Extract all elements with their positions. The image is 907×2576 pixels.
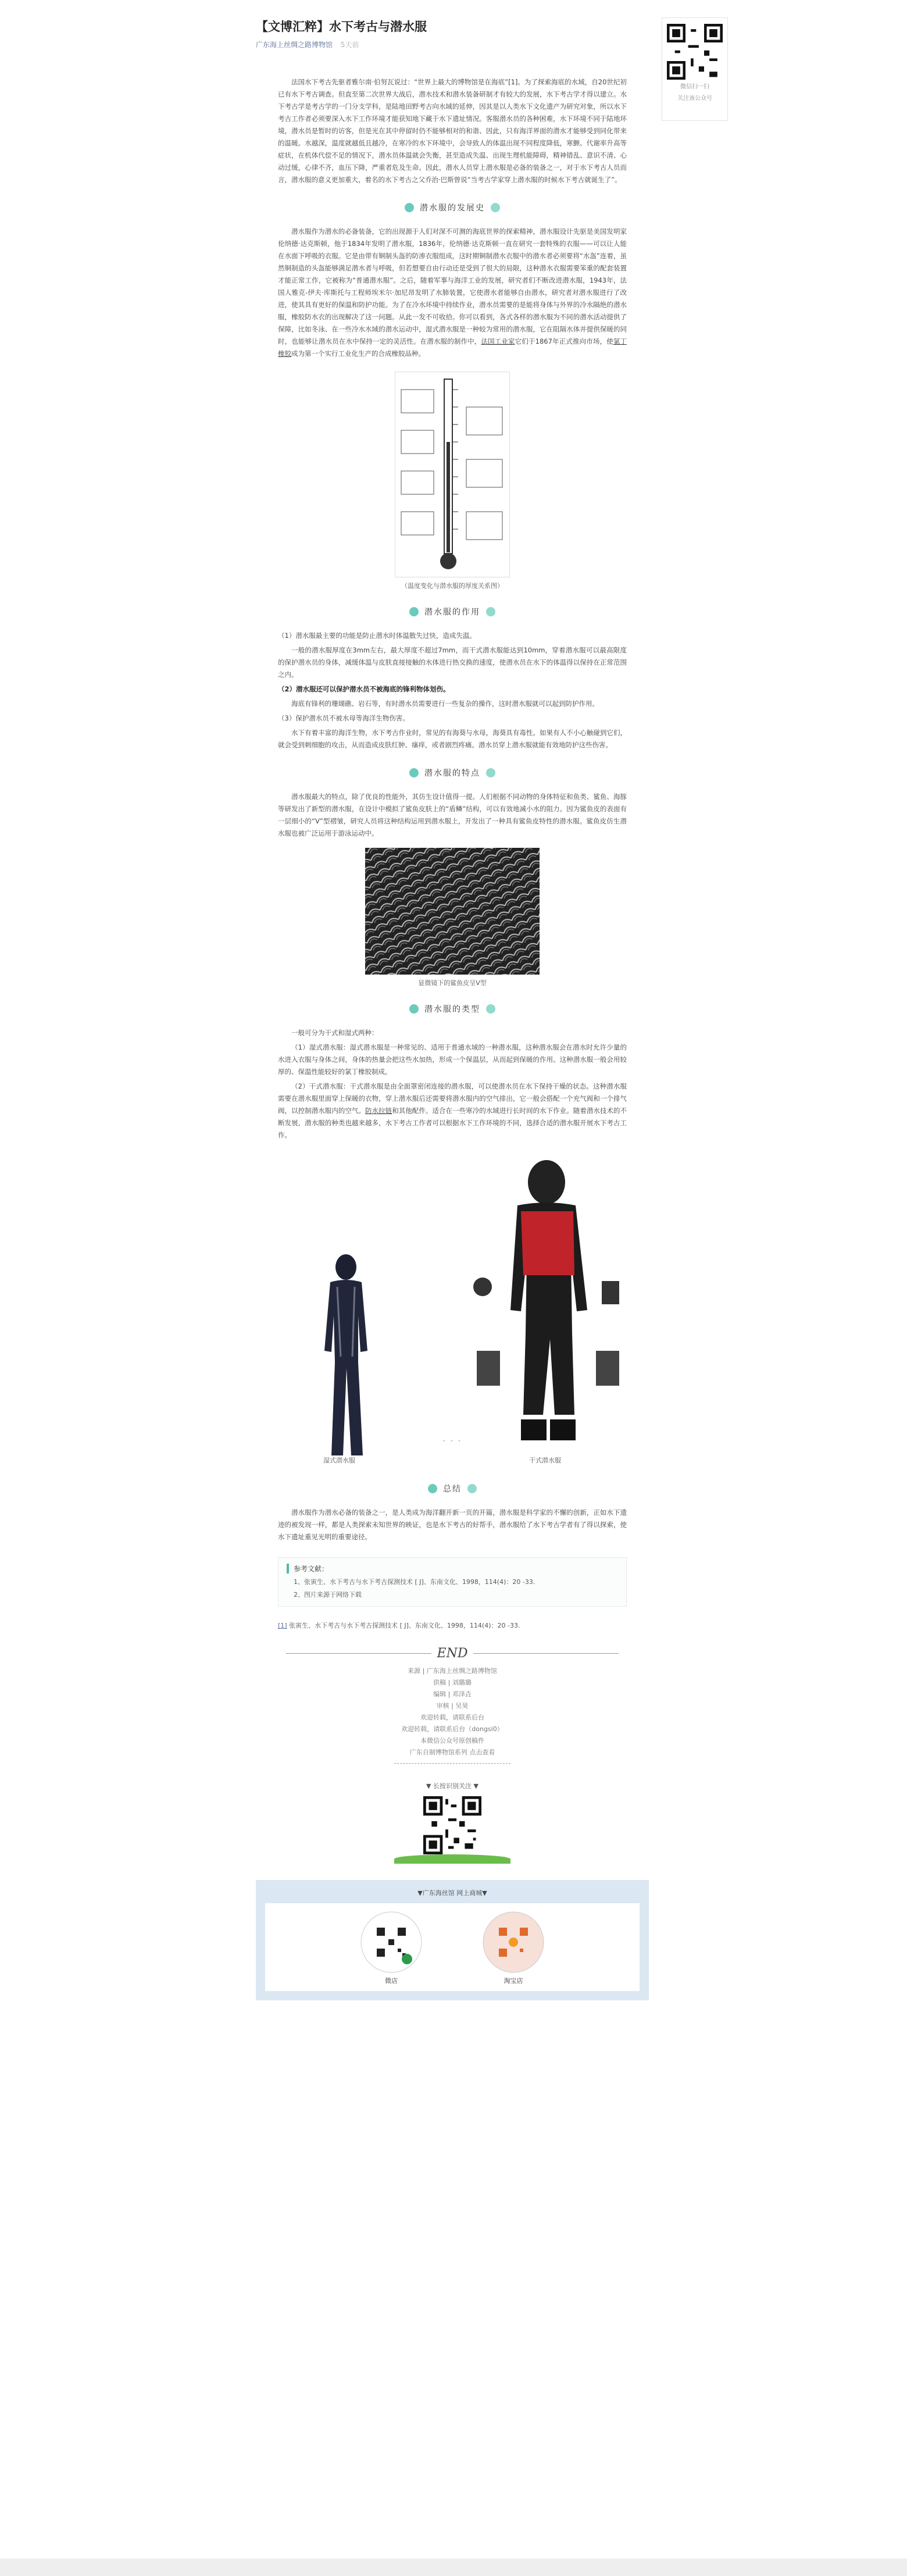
history-link-2: 氯丁橡胶	[278, 337, 627, 358]
carousel-indicator[interactable]: • • •	[442, 1438, 463, 1444]
shop-list	[265, 1903, 640, 1991]
history-link: 法国工业家	[481, 337, 515, 345]
function-item: （2）潜水服还可以保护潜水员不被海底的锋利物体划伤。	[278, 685, 450, 693]
history-paragraph	[278, 226, 627, 360]
function-item: 水下有着丰富的海洋生物，水下考古作业时，常见的有海葵与水母，海葵具有毒性。如果有人不小心触碰到它们，就会受到刺细胞的攻击，从而造成皮肤红肿、瘙痒，或者剧烈疼痛。潜水员穿上潜水服就能有效地防护这些伤害。	[278, 729, 627, 749]
section-heading-function	[256, 603, 649, 620]
bubble-icon	[409, 768, 419, 777]
qr-note: ▼ 长按识别关注 ▼	[426, 1782, 479, 1790]
publish-time: 5天前	[340, 41, 359, 49]
end-divider	[256, 1646, 649, 1661]
function-item: 海底有锋利的珊瑚礁、岩石等，有时潜水员需要进行一些复杂的操作，这时潜水服就可以起到防护作用。	[291, 700, 599, 708]
reference-item: 1、张寅生、水下考古与水下考古探测技术 [ J]、东南文化、1998，114(4)：20 -33.	[294, 1578, 535, 1586]
function-item: 一般的潜水服厚度在3mm左右，最大厚度不超过7mm，而干式潜水服能达到10mm，穿着潜水服可以最高限度的保护潜水员的身体，减缓体温与皮肤直接接触的水体进行热交换的速度，使潜水员在水下的体温得以保持在正常范围之内。	[278, 646, 627, 679]
types-intro: 一般可分为干式和湿式两种：	[291, 1029, 378, 1037]
article	[256, 0, 649, 2000]
section-title: 潜水服的特点	[424, 769, 480, 778]
intro-paragraph: 法国水下考古先驱者雅尔南·伯努瓦说过：“世界上最大的博物馆是在海底”[1]。为了探索海底的水域，自20世纪初已有水下考古调查。但直至第二次世界大战后，潜水技术和潜水装备研制才有较大的发展，水下考古学才得以建立。水下考古学是考古学的一门分支学科，是陆地田野考古向水域的延伸，因其是以人类水下文化遗产为研究对象，所以水下考古工作者必须要深入水下工作环境才能获知地下藏于水下遗址情况。客服潜水员的各种困难，水下环境不同于陆地环境，潜水员是暂时的访客，但是光在其中停留时仍不能够相对的和谐、因此，只有海洋界面的潜水才能够受到同化带来的温暖。水越深，温度就越低且越冷，在寒冷的水下环境中，会导致人的体温出现不同程度降低，寒颤、代谢率升高等症状，在机体代偿不足的情况下，潜水员体温就会失衡，甚至造成失温、出现生理机能障碍，精神错乱、意识不清、心动过缓，心律不齐，血压下降，严重者危及生命。因此，潜水人员穿上潜水服是必备的装备之一，对于水下考古人员而言，潜水服的意义更加重大，着名的水下考古之父乔治·巴斯曾说“当考古学家穿上潜水服的时候水下考古就诞生了”。	[278, 78, 627, 184]
bubble-icon	[409, 1004, 419, 1014]
credit-notice: 本微信公众号原创稿件	[420, 1737, 484, 1744]
credit-author: 供稿 | 刘璐璐	[433, 1679, 472, 1686]
bubble-icon	[486, 607, 495, 616]
credit-notice: 欢迎转载，请联系后台（dongsi0）	[401, 1725, 504, 1733]
wetsuit-label: 湿式潜水服	[323, 1457, 355, 1464]
section-title: 潜水服的发展史	[420, 204, 485, 213]
follow-qr-panel[interactable]	[662, 17, 728, 121]
shark-skin-micrograph-image	[365, 848, 540, 975]
end-block	[256, 1646, 649, 1764]
follow-qr-text-2: 关注该公众号	[677, 95, 712, 102]
bubble-icon	[428, 1484, 437, 1493]
drysuit-image	[465, 1159, 628, 1450]
article-meta	[256, 40, 649, 49]
section-title: 潜水服的类型	[424, 1005, 480, 1014]
credit-review: 审核 | 吴昊	[436, 1702, 469, 1710]
drysuit-label: 干式潜水服	[529, 1457, 561, 1464]
follow-qr-code	[667, 24, 723, 80]
summary-paragraph: 潜水服作为潜水必备的装备之一，是人类成为海洋翻开新一页的开篇，潜水服是科学家的不懈的创新，正如水下遗迹的被发现一样，都是人类探索未知世界的映证，也是水下考古的好帮手，潜水服给了水下考古学者有了得以探索，使水下遗址重见光明的重要途径。	[278, 1508, 627, 1541]
article-body	[256, 76, 649, 2000]
shop-panel	[256, 1880, 649, 2000]
bubble-icon	[467, 1484, 477, 1493]
references-title: 参考文献：	[287, 1564, 618, 1574]
footnote	[278, 1621, 627, 1630]
shop-label: 微店	[385, 1977, 398, 1985]
bubble-icon	[409, 607, 419, 616]
history-text-3: 成为第一个实行工业化生产的合成橡胶品种。	[291, 349, 425, 358]
credit-source: 来源 | 广东海上丝绸之路博物馆	[408, 1667, 497, 1675]
wetsuit-drysuit-gallery[interactable]	[256, 1159, 649, 1467]
taobao-qr-icon	[481, 1910, 545, 1974]
reference-item: 2、图片来源于网络下载	[294, 1591, 362, 1599]
types-dry-paragraph	[278, 1080, 627, 1141]
history-text: 潜水服作为潜水的必备装备，它的出现源于人们对深不可测的海底世界的探索精神，潜水服设计先驱是美国发明家伦纳德·达克斯顿，他于1834年发明了潜水服，1836年，伦纳德·达克斯顿一直在研究一套特殊的衣服——可以让人能在水面下呼吸的衣服。它是由带有铜制头盔的防渗衣服组成，这时期铜制潜水衣服中的潜水者必须要将“水盔”连着，虽然铜制造的头盔能够满足潜水者与呼吸，但若想要自由行动还是受到了很大的局限，这种潜水衣服需要笨重的配套装置才能正常工作，它被称为“普通潜水服”。之后，随着军事与海洋工业的发展，研究者们不断改进潜水服，1943年，法国人雅克-伊夫·库斯托与工程师埃米尔·加尼昂发明了水肺装置，它使潜水者能够自由潜水，研究者对潜水服进行了改进，使其具有更好的保温和防护功能。为了在冷水环境中持续作业，潜水员需要的是能将身体与外界的冷水隔绝的潜水服，橡胶防水衣的出现解决了这一问题。从此一发不可收拾。你可以看到，各式各样的潜水服为不同的潜水活动提供了保障，比如冬泳、在一些冷水水域的潜水运动中，湿式潜水服是一种较为常用的潜水服，它在阻隔水体并提供保暖的同时，也能够让潜水员在水中保持一定的灵活性。在潜水服的制作中，	[278, 227, 627, 345]
figure-caption: 显微镜下的鲨鱼皮呈V型	[418, 979, 487, 987]
history-text-2: 它们于1867年正式推向市场，使	[515, 337, 613, 345]
bubble-icon	[491, 203, 500, 212]
bubble-icon	[405, 203, 414, 212]
follow-qr-text-1: 微信扫一扫	[680, 84, 709, 90]
types-wet-paragraph: （1）湿式潜水服：湿式潜水服是一种常见的、适用于普通水域的一种潜水服，这种潜水服会在潜水时允许少量的水进入衣服与身体之间，身体的热量会把这些水加热，形成一个保温层，从而起到保暖的作用。这种潜水服一般会用较厚的、保温性能较好的氯丁橡胶制成。	[278, 1043, 627, 1076]
types-dry-text-2: 和其他配件。适合在一些寒冷的水域进行长时间的水下作业。随着潜水技术的不断发展，潜水服的种类也越来越多，水下考古工作者可以根据水下工作环境的不同，选择合适的潜水服开展水下考古工作。	[278, 1107, 627, 1139]
credit-editor: 编辑 | 邓泽垚	[433, 1690, 472, 1698]
footnote-text: 张寅生、水下考古与水下考古探测技术 [ J]、东南文化、1998，114(4)：20 -33.	[289, 1622, 520, 1629]
credit-notice: 欢迎转载，请联系后台	[420, 1714, 484, 1721]
shop-item-taobao[interactable]	[481, 1910, 545, 1985]
bubble-icon	[486, 768, 495, 777]
dashed-divider	[394, 1763, 510, 1764]
footnote-number[interactable]: [1]	[278, 1622, 287, 1629]
types-link: 防水拉链	[365, 1107, 392, 1115]
page-bottom-band	[0, 2559, 907, 2576]
shop-item-weidian[interactable]	[359, 1910, 423, 1985]
function-item: （1）潜水服最主要的功能是防止潜水时体温散失过快，造成失温。	[278, 631, 476, 640]
shop-heading: ▼广东海丝馆 网上商城▼	[417, 1889, 487, 1897]
features-paragraph: 潜水服最大的特点，除了优良的性能外，其仿生设计值得一提。人们根据不同动物的身体特征和鱼类、鲨鱼、海豚等研发出了新型的潜水服，在设计中模拟了鲨鱼皮肤上的“盾鳞”结构，可以有效地减小水的阻力。因为鲨鱼皮的表面有一层细小的“V”型褶皱，研究人员将这种结构运用到潜水服上，开发出了一种具有鲨鱼皮特性的潜水服。鲨鱼皮仿生潜水服也被广泛运用于游泳运动中。	[278, 793, 627, 837]
credit-link[interactable]: 广东自制博物馆系列 点击查看	[409, 1749, 495, 1756]
qr-code-image[interactable]	[423, 1796, 481, 1854]
grass-decoration	[394, 1854, 510, 1864]
section-title: 总结	[443, 1485, 462, 1494]
section-heading-features	[256, 764, 649, 782]
types-dry-text: （2）干式潜水服：干式潜水服是由全面罩密闭连接的潜水服，可以使潜水员在水下保持干燥的状态。这种潜水服需要在潜水服里面穿上保暖的衣物，穿上潜水服后还需要将潜水服内的空气排出，它一般会搭配一个充气阀和一个排气阀，以控制潜水服内的空气。	[278, 1082, 627, 1115]
section-title: 潜水服的作用	[424, 608, 480, 617]
end-text: END	[437, 1646, 468, 1661]
shop-label: 淘宝店	[504, 1977, 523, 1985]
bubble-icon	[486, 1004, 495, 1014]
function-item: （3）保护潜水员不被水母等海洋生物伤害。	[278, 714, 409, 722]
account-name[interactable]: 广东海上丝绸之路博物馆	[256, 41, 333, 49]
section-heading-summary	[256, 1480, 649, 1497]
article-title: 【文博汇粹】水下考古与潜水服	[256, 20, 427, 34]
figure-caption: （温度变化与潜水服的厚度关系图）	[401, 582, 504, 590]
section-heading-types	[256, 1000, 649, 1018]
wetsuit-image	[302, 1252, 390, 1461]
weidian-qr-icon	[359, 1910, 423, 1974]
section-heading-history	[256, 199, 649, 216]
references-box	[278, 1557, 627, 1607]
temperature-diagram-image	[395, 372, 510, 577]
